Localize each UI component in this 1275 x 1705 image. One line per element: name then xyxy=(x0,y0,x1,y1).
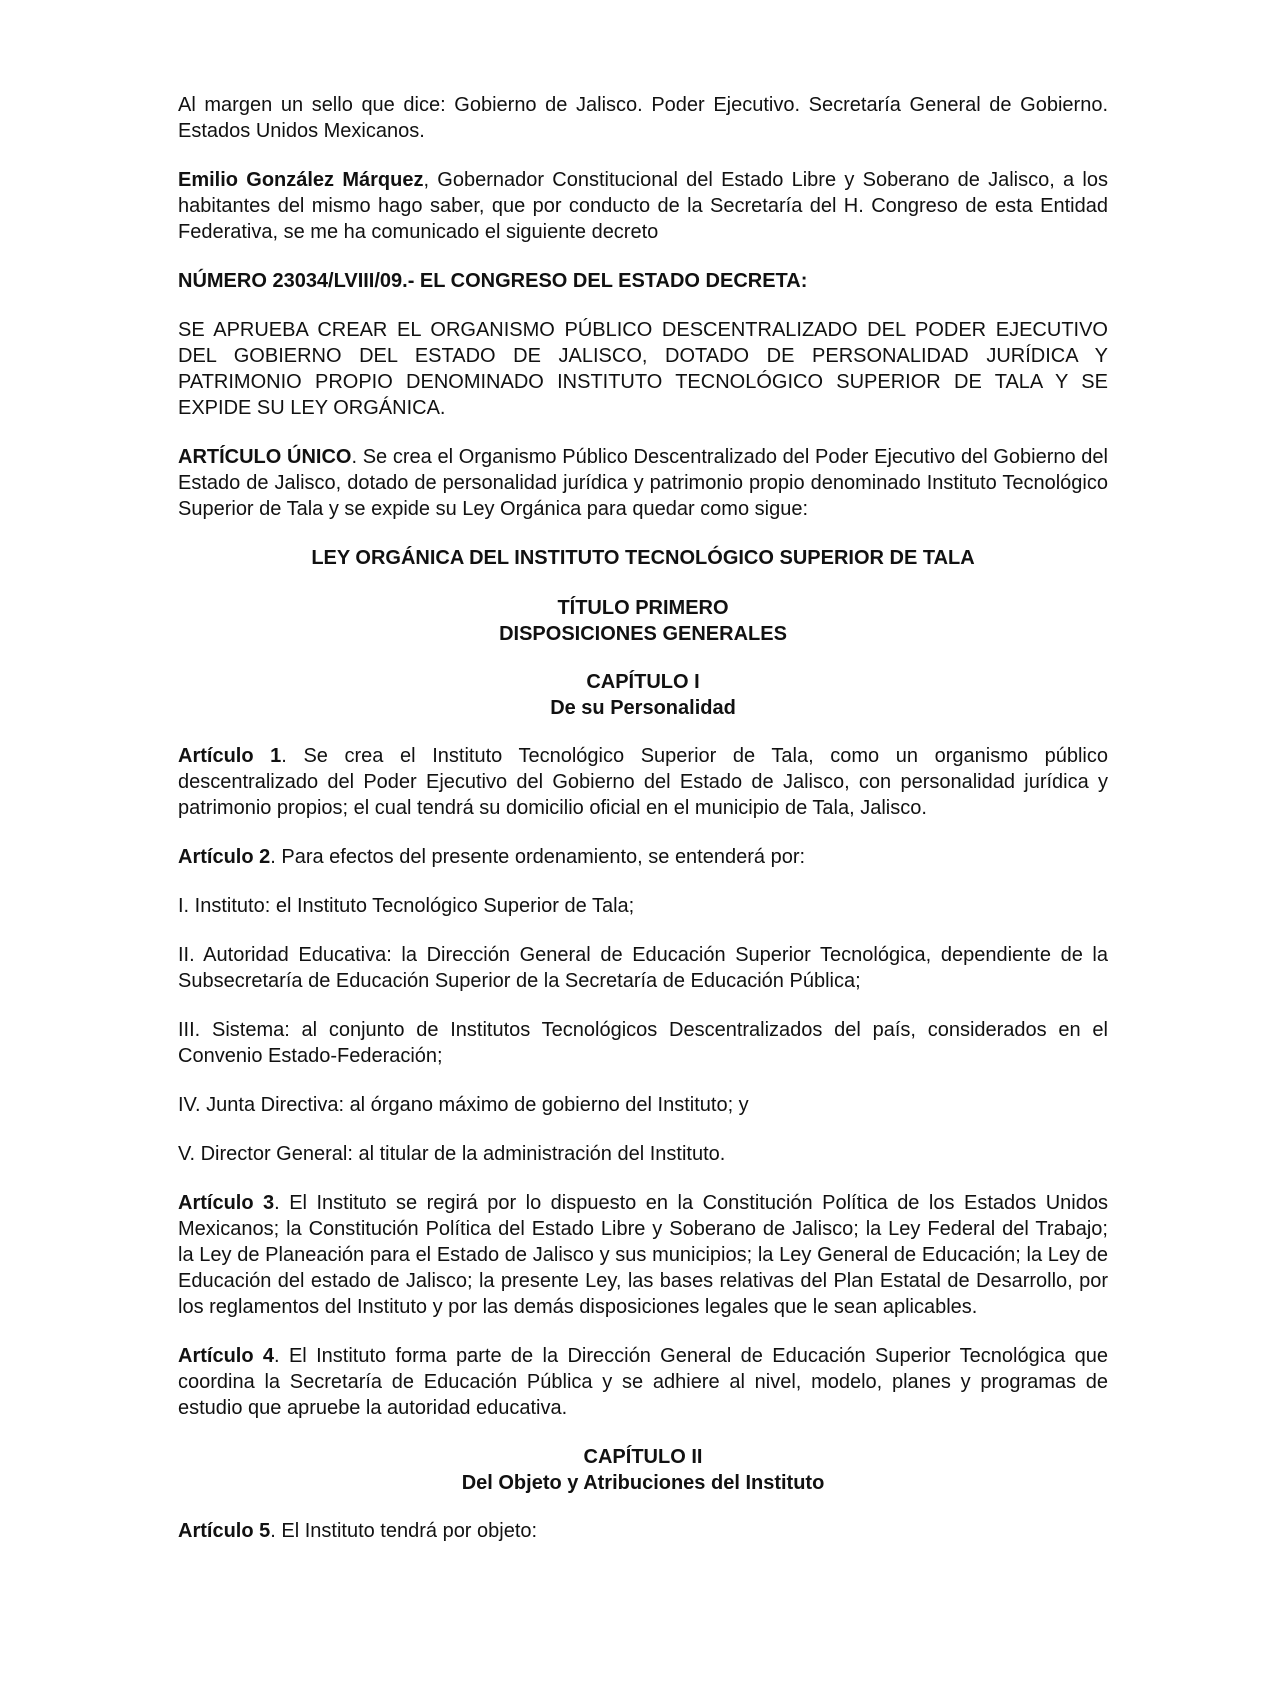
definition-item: II. Autoridad Educativa: la Dirección General de Educación Superior Tecnológica, dependiente de la Subsecretaría de Educación Superior de la Secretaría de Educación Pública; xyxy=(178,944,1108,992)
document-body xyxy=(178,92,1108,1567)
decree-number: NÚMERO 23034/LVIII/09.- EL CONGRESO DEL ESTADO DECRETA: xyxy=(178,270,808,292)
intro-paragraph xyxy=(178,167,1108,245)
articulo-2 xyxy=(178,844,1108,870)
capitulo-2-heading xyxy=(178,1444,1108,1496)
articulo-1-label: Artículo 1 xyxy=(178,745,282,767)
titulo-line2: DISPOSICIONES GENERALES xyxy=(499,623,787,645)
articulo-unico-text: . Se crea el Organismo Público Descentralizado del Poder Ejecutivo del Gobierno del Estado de Jalisco, dotado de personalidad jurídica y patrimonio propio denominado Instituto Tecnológico Superior de Tala y se expide su Ley Orgánica para quedar como sigue: xyxy=(178,446,1108,520)
intro-text: , Gobernador Constitucional del Estado Libre y Soberano de Jalisco, a los habitantes del mismo hago saber, que por conducto de la Secretaría del H. Congreso de esta Entidad Federativa, se me ha comunicado el siguiente decreto xyxy=(178,169,1108,243)
capitulo-1-heading xyxy=(178,669,1108,721)
articulo-unico xyxy=(178,444,1108,522)
articulo-5-text: . El Instituto tendrá por objeto: xyxy=(270,1520,538,1542)
articulo-4-text: . El Instituto forma parte de la Dirección General de Educación Superior Tecnológica que coordina la Secretaría de Educación Pública y se adhiere al nivel, modelo, planes y programas de estudio que apruebe la autoridad educativa. xyxy=(178,1345,1108,1419)
articulo-2-text: . Para efectos del presente ordenamiento, se entenderá por: xyxy=(270,846,806,868)
articulo-5 xyxy=(178,1518,1108,1544)
definition-item: I. Instituto: el Instituto Tecnológico Superior de Tala; xyxy=(178,895,635,917)
definition-item: V. Director General: al titular de la administración del Instituto. xyxy=(178,1143,726,1165)
definition-item: IV. Junta Directiva: al órgano máximo de gobierno del Instituto; y xyxy=(178,1094,749,1116)
articulo-2-label: Artículo 2 xyxy=(178,846,271,868)
capitulo1-line2: De su Personalidad xyxy=(550,697,736,719)
capitulo2-line1: CAPÍTULO II xyxy=(583,1446,703,1468)
articulo-3-label: Artículo 3 xyxy=(178,1192,275,1214)
margin-note: Al margen un sello que dice: Gobierno de Jalisco. Poder Ejecutivo. Secretaría General de Gobierno. Estados Unidos Mexicanos. xyxy=(178,94,1108,142)
law-title: LEY ORGÁNICA DEL INSTITUTO TECNOLÓGICO SUPERIOR DE TALA xyxy=(311,547,975,569)
titulo-primero-heading xyxy=(178,595,1108,647)
articulo-3-text: . El Instituto se regirá por lo dispuesto en la Constitución Política de los Estados Unidos Mexicanos; la Constitución Política del Estado Libre y Soberano de Jalisco; la Ley Federal del Trabajo; la Ley de Planeación para el Estado de Jalisco y sus municipios; la Ley General de Educación; la Ley de Educación del estado de Jalisco; la presente Ley, las bases relativas del Plan Estatal de Desarrollo, por los reglamentos del Instituto y por las demás disposiciones legales que le sean aplicables. xyxy=(178,1192,1108,1318)
titulo-line1: TÍTULO PRIMERO xyxy=(557,597,729,619)
approval-paragraph: SE APRUEBA CREAR EL ORGANISMO PÚBLICO DESCENTRALIZADO DEL PODER EJECUTIVO DEL GOBIERNO DEL ESTADO DE JALISCO, DOTADO DE PERSONALIDAD JURÍDICA Y PATRIMONIO PROPIO DENOMINADO INSTITUTO TECNOLÓGICO SUPERIOR DE TALA Y SE EXPIDE SU LEY ORGÁNICA. xyxy=(178,319,1108,419)
governor-name: Emilio González Márquez xyxy=(178,169,424,191)
articulo-3 xyxy=(178,1190,1108,1320)
articulo-4-label: Artículo 4 xyxy=(178,1345,275,1367)
articulo-4 xyxy=(178,1343,1108,1421)
articulo-5-label: Artículo 5 xyxy=(178,1520,271,1542)
capitulo2-line2: Del Objeto y Atribuciones del Instituto xyxy=(461,1472,825,1494)
articulo-unico-label: ARTÍCULO ÚNICO xyxy=(178,446,352,468)
definition-item: III. Sistema: al conjunto de Institutos Tecnológicos Descentralizados del país, considerados en el Convenio Estado-Federación; xyxy=(178,1019,1108,1067)
articulo-1-text: . Se crea el Instituto Tecnológico Superior de Tala, como un organismo público descentralizado del Poder Ejecutivo del Gobierno del Estado de Jalisco, con personalidad jurídica y patrimonio propios; el cual tendrá su domicilio oficial en el municipio de Tala, Jalisco. xyxy=(178,745,1108,819)
capitulo1-line1: CAPÍTULO I xyxy=(586,671,700,693)
articulo-1 xyxy=(178,743,1108,821)
